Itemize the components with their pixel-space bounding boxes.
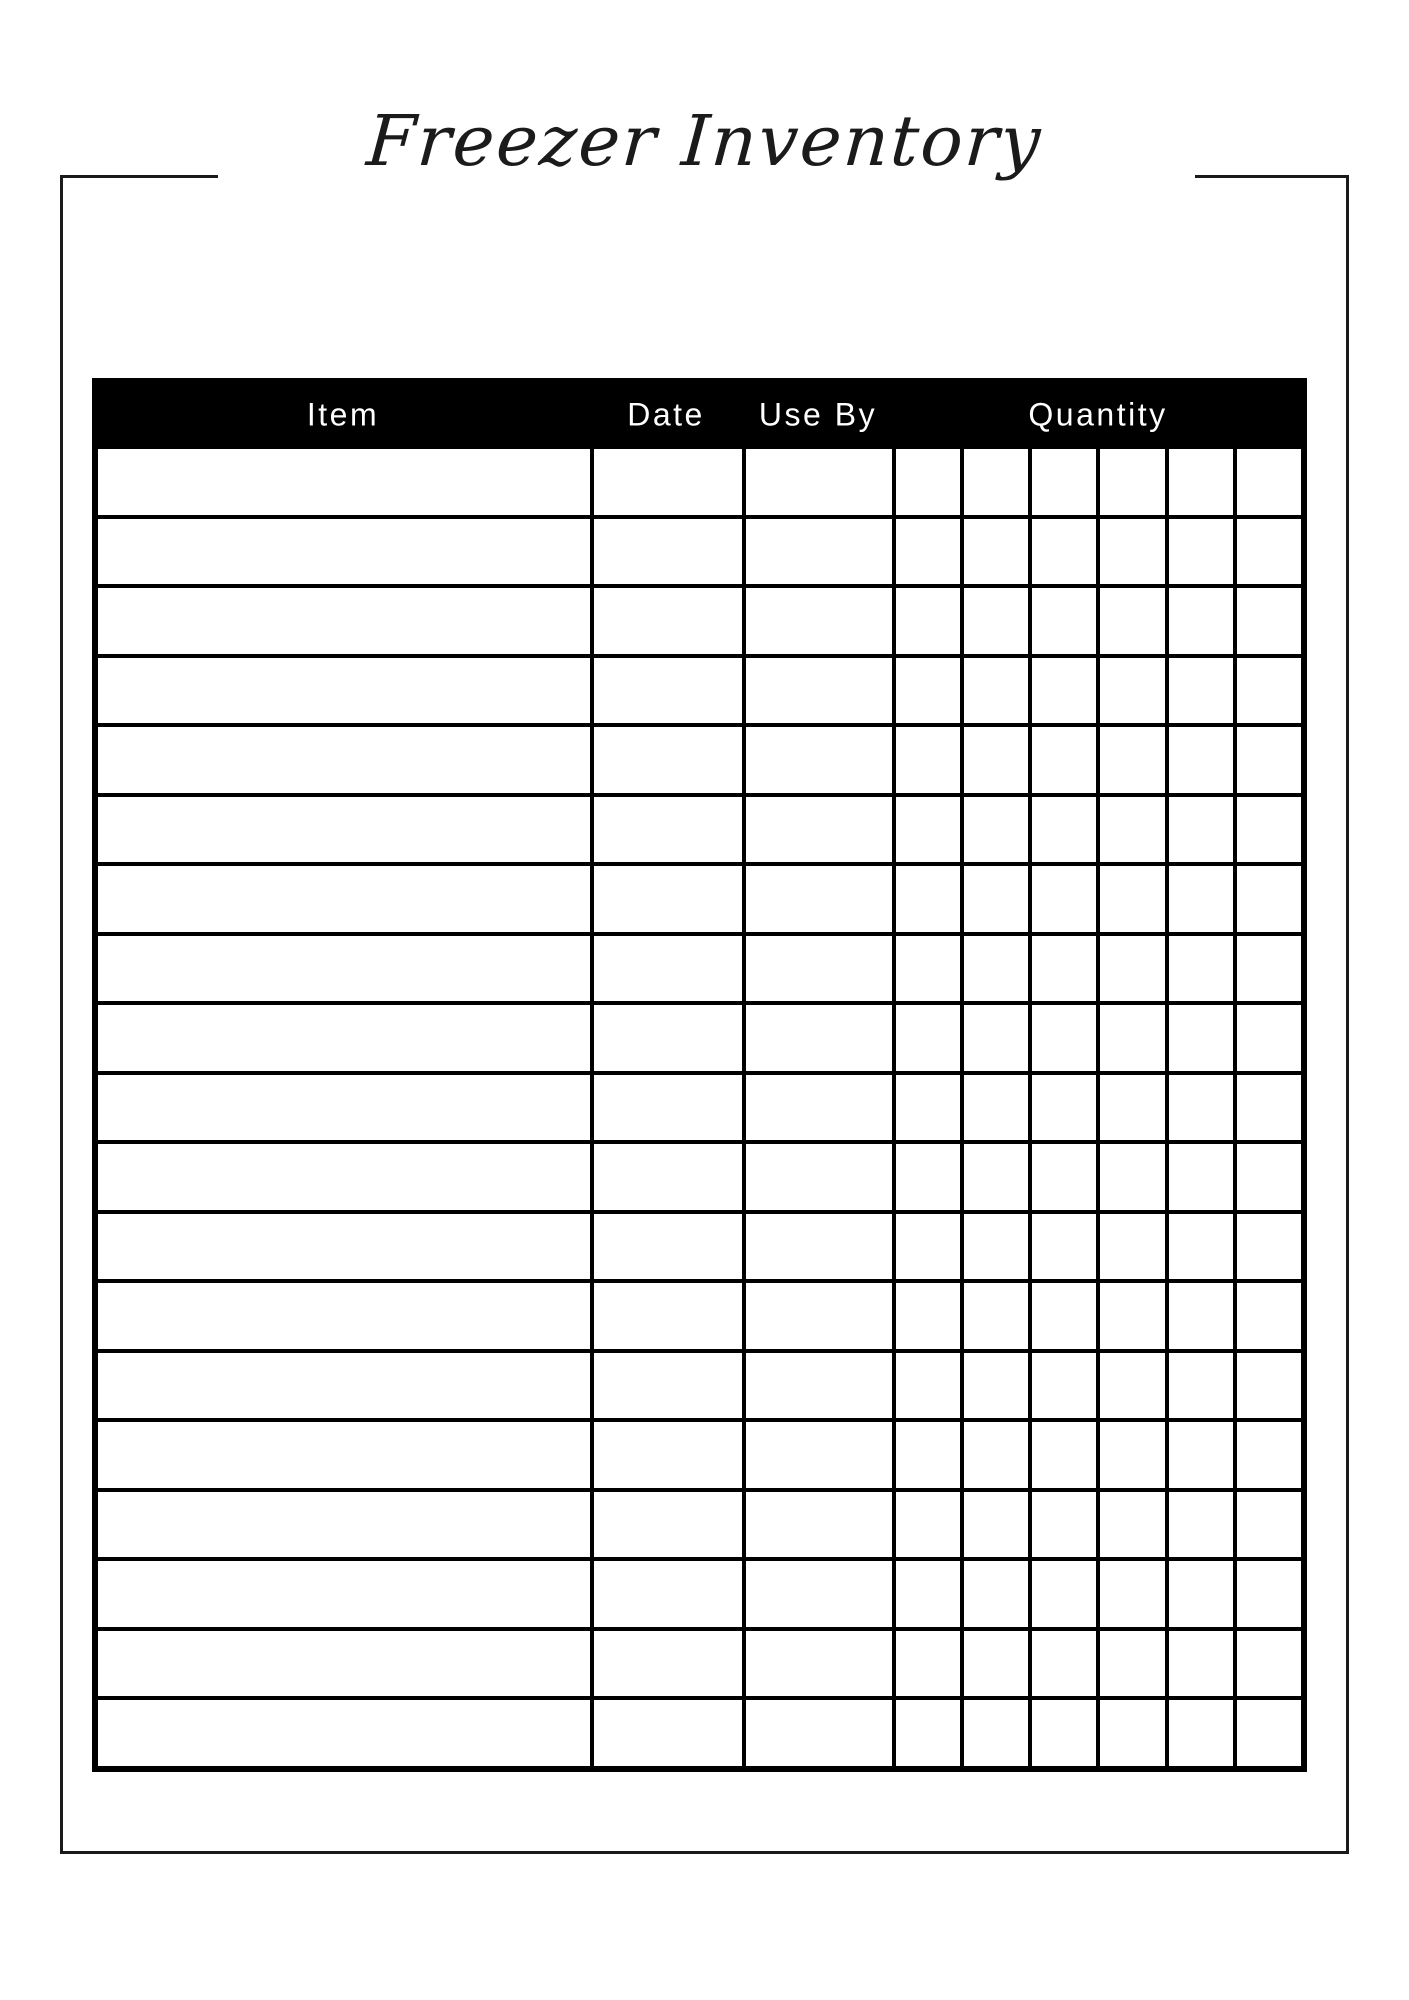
quantity-subcell[interactable] [1169,1283,1233,1349]
item-cell[interactable] [98,658,590,724]
quantity-subcell[interactable] [1100,866,1164,932]
quantity-subcell[interactable] [1169,449,1233,515]
quantity-subcell[interactable] [896,588,960,654]
quantity-subcell[interactable] [964,1422,1028,1488]
date-cell[interactable] [594,727,742,793]
quantity-subcell[interactable] [896,936,960,1002]
quantity-subcell[interactable] [964,588,1028,654]
column-header-use-by: Use By [758,396,878,432]
item-cell[interactable] [98,797,590,863]
use-by-cell[interactable] [746,1353,892,1419]
quantity-subcell[interactable] [896,1144,960,1210]
quantity-subcell[interactable] [964,1631,1028,1697]
quantity-subcell[interactable] [1169,936,1233,1002]
quantity-subcell[interactable] [1100,1214,1164,1280]
quantity-subcell[interactable] [1032,1283,1096,1349]
quantity-subcell[interactable] [1100,1700,1164,1766]
quantity-subcell[interactable] [1237,1283,1301,1349]
quantity-subcell[interactable] [1032,1631,1096,1697]
quantity-subcell[interactable] [964,1005,1028,1071]
quantity-subcell[interactable] [1237,1214,1301,1280]
quantity-subcell[interactable] [1032,1422,1096,1488]
item-cell[interactable] [98,1422,590,1488]
item-cell[interactable] [98,519,590,585]
quantity-subcell[interactable] [1032,1700,1096,1766]
quantity-subcell[interactable] [896,1283,960,1349]
quantity-subcell[interactable] [1100,1005,1164,1071]
quantity-subcell[interactable] [1032,866,1096,932]
quantity-subcell[interactable] [1100,1144,1164,1210]
item-cell[interactable] [98,1561,590,1627]
use-by-cell[interactable] [746,519,892,585]
use-by-cell[interactable] [746,449,892,515]
quantity-subcell[interactable] [896,1492,960,1558]
quantity-subcell[interactable] [896,519,960,585]
quantity-subcell[interactable] [1032,1561,1096,1627]
table-header [98,384,1301,445]
date-cell[interactable] [594,866,742,932]
item-cell[interactable] [98,727,590,793]
quantity-subcell[interactable] [1169,797,1233,863]
quantity-subcell[interactable] [964,519,1028,585]
quantity-subcell[interactable] [1100,1561,1164,1627]
quantity-subcell[interactable] [1237,1561,1301,1627]
item-cell[interactable] [98,449,590,515]
quantity-subcell[interactable] [1237,1700,1301,1766]
date-cell[interactable] [594,1561,742,1627]
quantity-subcell[interactable] [1237,1353,1301,1419]
quantity-subcell[interactable] [964,797,1028,863]
quantity-subcell[interactable] [1032,519,1096,585]
quantity-subcell[interactable] [1237,936,1301,1002]
use-by-cell[interactable] [746,1144,892,1210]
item-cell[interactable] [98,1631,590,1697]
frame-right-line [1346,175,1349,1854]
quantity-subcell[interactable] [1100,1422,1164,1488]
frame-bottom-line [60,1851,1349,1854]
use-by-cell[interactable] [746,588,892,654]
date-cell[interactable] [594,658,742,724]
quantity-subcell[interactable] [896,727,960,793]
quantity-subcell[interactable] [1237,727,1301,793]
frame-left-line [60,175,63,1854]
quantity-subcell[interactable] [1032,449,1096,515]
use-by-cell[interactable] [746,1561,892,1627]
quantity-subcell[interactable] [896,866,960,932]
quantity-subcell[interactable] [896,1631,960,1697]
quantity-subcell[interactable] [1169,1561,1233,1627]
date-cell[interactable] [594,519,742,585]
item-cell[interactable] [98,1214,590,1280]
quantity-subcell[interactable] [1237,1422,1301,1488]
table-body [98,445,1301,1766]
date-cell[interactable] [594,1700,742,1766]
date-cell[interactable] [594,797,742,863]
date-cell[interactable] [594,1075,742,1141]
quantity-subcell[interactable] [1100,1075,1164,1141]
item-cell[interactable] [98,1700,590,1766]
quantity-subcell[interactable] [1032,1492,1096,1558]
quantity-subcell[interactable] [896,1075,960,1141]
date-cell[interactable] [594,1492,742,1558]
use-by-cell[interactable] [746,1492,892,1558]
quantity-subcell[interactable] [1100,1631,1164,1697]
date-cell[interactable] [594,1005,742,1071]
quantity-subcell[interactable] [896,1422,960,1488]
use-by-cell[interactable] [746,866,892,932]
quantity-subcell[interactable] [1032,1005,1096,1071]
use-by-cell[interactable] [746,797,892,863]
quantity-subcell[interactable] [1169,1492,1233,1558]
quantity-subcell[interactable] [964,1353,1028,1419]
item-cell[interactable] [98,1283,590,1349]
date-cell[interactable] [594,1214,742,1280]
use-by-cell[interactable] [746,1631,892,1697]
use-by-cell[interactable] [746,727,892,793]
quantity-subcell[interactable] [1169,1422,1233,1488]
use-by-cell[interactable] [746,1005,892,1071]
quantity-subcell[interactable] [1032,588,1096,654]
quantity-subcell[interactable] [1169,1144,1233,1210]
quantity-subcell[interactable] [1032,1214,1096,1280]
quantity-subcell[interactable] [964,1492,1028,1558]
quantity-subcell[interactable] [896,1005,960,1071]
quantity-subcell[interactable] [1237,797,1301,863]
quantity-subcell[interactable] [964,936,1028,1002]
use-by-cell[interactable] [746,1214,892,1280]
quantity-subcell[interactable] [964,1700,1028,1766]
column-header-item: Item [306,396,380,432]
item-cell[interactable] [98,866,590,932]
quantity-subcell[interactable] [964,1144,1028,1210]
quantity-subcell[interactable] [1032,936,1096,1002]
quantity-subcell[interactable] [1169,1214,1233,1280]
item-cell[interactable] [98,936,590,1002]
quantity-subcell[interactable] [1100,658,1164,724]
quantity-subcell[interactable] [1100,1283,1164,1349]
quantity-subcell[interactable] [1237,449,1301,515]
quantity-subcell[interactable] [964,1214,1028,1280]
date-cell[interactable] [594,449,742,515]
use-by-cell[interactable] [746,1075,892,1141]
quantity-subcell[interactable] [896,449,960,515]
quantity-subcell[interactable] [964,449,1028,515]
date-cell[interactable] [594,936,742,1002]
quantity-subcell[interactable] [1169,727,1233,793]
quantity-subcell[interactable] [896,1561,960,1627]
quantity-subcell[interactable] [896,1353,960,1419]
quantity-subcell[interactable] [1032,1075,1096,1141]
quantity-subcell[interactable] [896,658,960,724]
quantity-subcell[interactable] [1169,588,1233,654]
quantity-subcell[interactable] [1237,1005,1301,1071]
use-by-cell[interactable] [746,936,892,1002]
quantity-subcell[interactable] [1100,449,1164,515]
quantity-subcell[interactable] [1169,1005,1233,1071]
item-cell[interactable] [98,1353,590,1419]
quantity-subcell[interactable] [1237,866,1301,932]
use-by-cell[interactable] [746,1422,892,1488]
quantity-subcell[interactable] [964,658,1028,724]
quantity-subcell[interactable] [1100,1492,1164,1558]
quantity-subcell[interactable] [1237,588,1301,654]
quantity-subcell[interactable] [1169,1631,1233,1697]
page-title: Freezer Inventory [364,100,1045,182]
date-cell[interactable] [594,1353,742,1419]
date-cell[interactable] [594,1422,742,1488]
quantity-subcell[interactable] [896,1700,960,1766]
quantity-subcell[interactable] [1032,797,1096,863]
quantity-subcell[interactable] [1100,936,1164,1002]
quantity-subcell[interactable] [1100,588,1164,654]
quantity-subcell[interactable] [1169,1353,1233,1419]
quantity-subcell[interactable] [1237,658,1301,724]
use-by-cell[interactable] [746,658,892,724]
quantity-subcell[interactable] [1100,1353,1164,1419]
quantity-subcell[interactable] [964,866,1028,932]
date-cell[interactable] [594,1631,742,1697]
quantity-subcell[interactable] [896,1214,960,1280]
quantity-subcell[interactable] [1100,519,1164,585]
date-cell[interactable] [594,1283,742,1349]
item-cell[interactable] [98,588,590,654]
item-cell[interactable] [98,1075,590,1141]
quantity-subcell[interactable] [1032,1353,1096,1419]
quantity-subcell[interactable] [964,1283,1028,1349]
quantity-subcell[interactable] [1237,1631,1301,1697]
date-cell[interactable] [594,1144,742,1210]
use-by-cell[interactable] [746,1283,892,1349]
date-cell[interactable] [594,588,742,654]
quantity-subcell[interactable] [1169,1700,1233,1766]
quantity-subcell[interactable] [1169,658,1233,724]
item-cell[interactable] [98,1492,590,1558]
quantity-subcell[interactable] [1237,1144,1301,1210]
quantity-subcell[interactable] [1169,1075,1233,1141]
column-header-date: Date [627,396,705,432]
quantity-subcell[interactable] [1237,519,1301,585]
quantity-subcell[interactable] [964,1561,1028,1627]
quantity-subcell[interactable] [1237,1075,1301,1141]
quantity-subcell[interactable] [1100,797,1164,863]
quantity-subcell[interactable] [1237,1492,1301,1558]
quantity-subcell[interactable] [1032,727,1096,793]
item-cell[interactable] [98,1005,590,1071]
quantity-subcell[interactable] [964,1075,1028,1141]
quantity-subcell[interactable] [1032,1144,1096,1210]
quantity-subcell[interactable] [1100,727,1164,793]
quantity-subcell[interactable] [1169,519,1233,585]
item-cell[interactable] [98,1144,590,1210]
use-by-cell[interactable] [746,1700,892,1766]
quantity-subcell[interactable] [964,727,1028,793]
quantity-subcell[interactable] [1169,866,1233,932]
quantity-subcell[interactable] [1032,658,1096,724]
column-header-quantity: Quantity [1028,396,1168,432]
quantity-subcell[interactable] [896,797,960,863]
inventory-table [92,378,1307,1772]
